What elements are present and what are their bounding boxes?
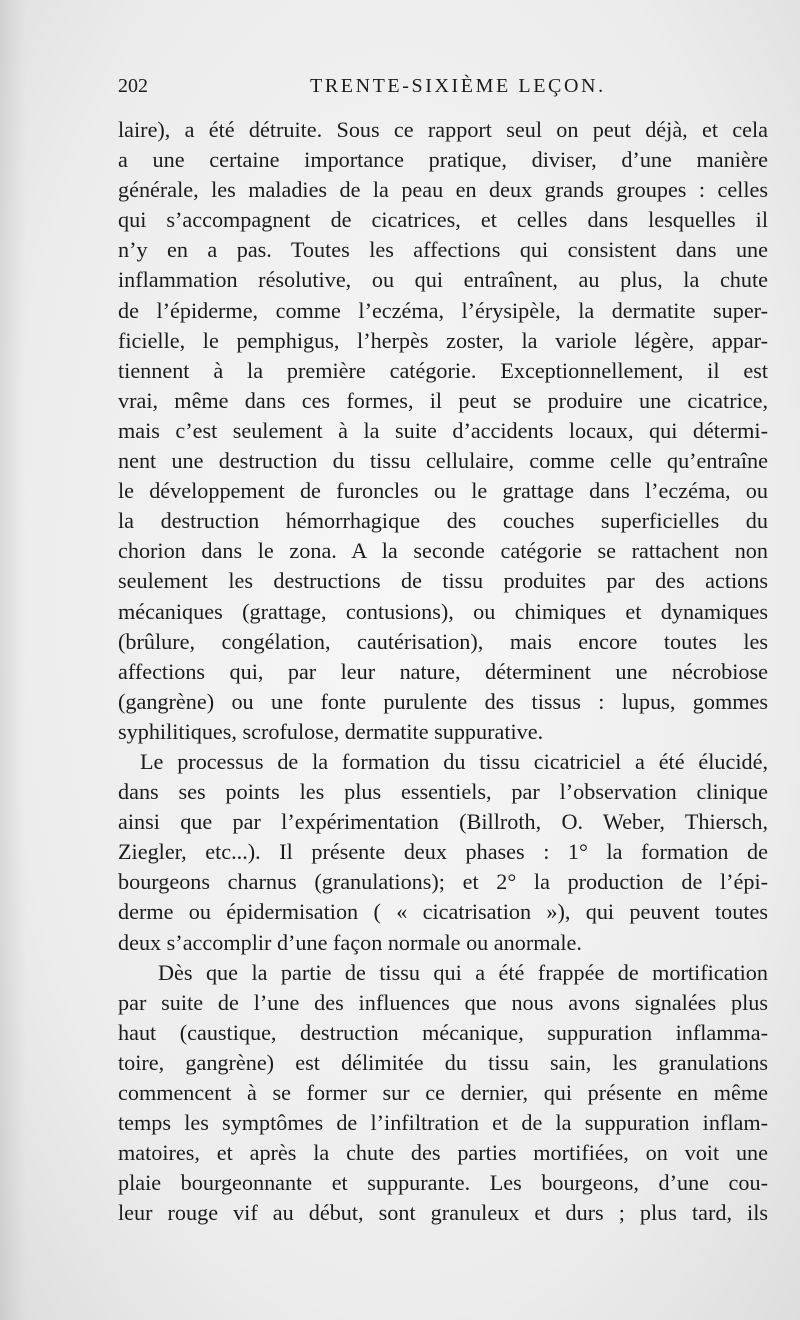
text-line: leur rouge vif au début, sont granuleux et durs ; plus tard, ils — [118, 1200, 768, 1226]
text-line: bourgeons charnus (granulations); et 2° la production de l’épi- — [118, 869, 768, 895]
text-line: tiennent à la première catégorie. Exceptionnellement, il est — [118, 357, 768, 383]
text-line: derme ou épidermisation ( « cicatrisation »), qui peuvent toutes — [118, 899, 768, 925]
text-line: laire), a été détruite. Sous ce rapport seul on peut déjà, et cela — [118, 117, 768, 142]
text-line: la destruction hémorrhagique des couches superficielles du — [118, 508, 768, 534]
paragraph-end-line: deux s’accomplir d’une façon normale ou anormale. — [118, 929, 582, 955]
text-line: vrai, même dans ces formes, il peut se produire une cicatrice, — [118, 387, 768, 413]
text-line: a une certaine importance pratique, diviser, d’une manière — [118, 147, 768, 173]
text-line: temps les symptômes de l’infiltration et de la suppuration inflam- — [118, 1110, 768, 1136]
text-line: matoires, et après la chute des parties mortifiées, on voit une — [118, 1140, 768, 1166]
running-title: TRENTE-SIXIÈME LEÇON. — [310, 75, 606, 97]
text-line: toire, gangrène) est délimitée du tissu sain, les granulations — [118, 1049, 768, 1075]
paragraph-end-line: syphilitiques, scrofulose, dermatite suppurative. — [118, 718, 544, 744]
text-line: ficielle, le pemphigus, l’herpès zoster, la variole légère, appar- — [118, 327, 768, 353]
text-line: affections qui, par leur nature, déterminent une nécrobiose — [118, 658, 768, 684]
body-text — [118, 115, 768, 1228]
text-line: mais c’est seulement à la suite d’accidents locaux, qui détermi- — [118, 417, 768, 443]
text-line: par suite de l’une des influences que nous avons signalées plus — [118, 989, 768, 1015]
text-line: inflammation résolutive, ou qui entraînent, au plus, la chute — [118, 267, 768, 293]
text-line: qui s’accompagnent de cicatrices, et celles dans lesquelles il — [118, 207, 768, 233]
paragraph-start-line: Dès que la partie de tissu qui a été frappée de mortification — [158, 959, 768, 985]
text-line: mécaniques (grattage, contusions), ou chimiques et dynamiques — [118, 598, 768, 624]
page-edge-shadow — [0, 0, 26, 1320]
text-line: haut (caustique, destruction mécanique, suppuration inflamma- — [118, 1019, 768, 1045]
text-line: chorion dans le zona. A la seconde catégorie se rattachent non — [118, 538, 768, 564]
text-line: Ziegler, etc...). Il présente deux phases : 1° la formation de — [118, 839, 768, 865]
page-number: 202 — [118, 75, 148, 97]
text-line: de l’épiderme, comme l’eczéma, l’érysipèle, la dermatite super- — [118, 297, 768, 323]
text-line: (brûlure, congélation, cautérisation), mais encore toutes les — [118, 628, 768, 654]
text-line: le développement de furoncles ou le grattage dans l’eczéma, ou — [118, 478, 768, 504]
text-line: (gangrène) ou une fonte purulente des tissus : lupus, gommes — [118, 688, 768, 714]
text-line: n’y en a pas. Toutes les affections qui consistent dans une — [118, 237, 768, 263]
text-line: ainsi que par l’expérimentation (Billroth, O. Weber, Thiersch, — [118, 809, 768, 835]
running-header — [118, 75, 768, 103]
text-line: commencent à se former sur ce dernier, qui présente en même — [118, 1080, 768, 1105]
text-line: seulement les destructions de tissu produites par des actions — [118, 568, 768, 594]
text-line: générale, les maladies de la peau en deux grands groupes : celles — [118, 177, 768, 203]
text-line: plaie bourgeonnante et suppurante. Les bourgeons, d’une cou- — [118, 1170, 768, 1196]
text-line: dans ses points les plus essentiels, par l’observation clinique — [118, 779, 768, 805]
text-line: nent une destruction du tissu cellulaire, comme celle qu’entraîne — [118, 448, 768, 474]
paragraph-start-line: Le processus de la formation du tissu cicatriciel a été élucidé, — [140, 748, 768, 774]
